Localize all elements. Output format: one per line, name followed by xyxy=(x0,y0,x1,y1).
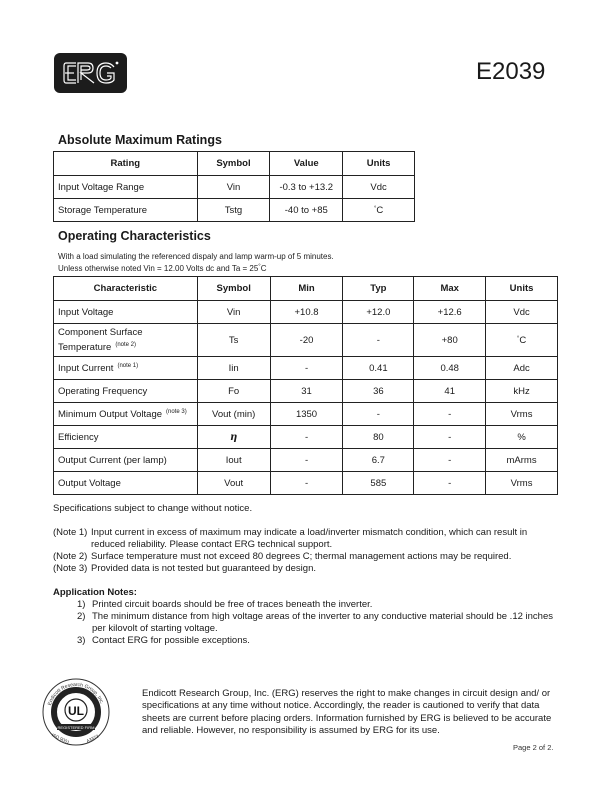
max-cell: 0.48 xyxy=(414,357,486,380)
note-ref: (note 1) xyxy=(117,362,139,369)
symbol-cell: Iout xyxy=(197,449,270,472)
characteristic-cell: Operating Frequency xyxy=(54,380,198,403)
characteristic-text: Input Current xyxy=(58,362,114,374)
min-cell: - xyxy=(270,426,343,449)
degree-symbol: ° xyxy=(258,264,261,270)
characteristic-line: Component Surface xyxy=(58,327,143,338)
application-note-item xyxy=(77,635,563,647)
abs-max-title: Absolute Maximum Ratings xyxy=(58,133,222,147)
symbol-cell: Vout (min) xyxy=(197,403,270,426)
column-header: Typ xyxy=(343,277,414,301)
rating-cell: Input Voltage Range xyxy=(54,176,198,199)
units-text: C xyxy=(376,204,384,216)
ul-iso-seal xyxy=(40,676,112,753)
item-number: 1) xyxy=(77,599,86,610)
table-row xyxy=(54,199,415,222)
characteristic-cell: Output Current (per lamp) xyxy=(54,449,198,472)
item-number: 3) xyxy=(77,635,86,646)
notes-list xyxy=(53,527,563,575)
table-row xyxy=(54,176,415,199)
min-cell: -20 xyxy=(270,324,343,357)
table-header-row xyxy=(54,277,558,301)
typ-cell: +12.0 xyxy=(343,301,414,324)
seal-center-text: UL xyxy=(68,704,84,718)
characteristic-text: Minimum Output Voltage xyxy=(58,408,163,420)
operating-title: Operating Characteristics xyxy=(58,229,211,243)
note-label: (Note 2) xyxy=(53,551,88,562)
conditions-unit: C xyxy=(260,264,267,273)
units-cell: kHz xyxy=(486,380,558,403)
units-cell: Vdc xyxy=(486,301,558,324)
application-notes xyxy=(53,587,563,647)
max-cell: - xyxy=(414,403,486,426)
symbol-cell: Ts xyxy=(197,324,270,357)
eta-symbol: η xyxy=(230,431,238,443)
symbol-cell xyxy=(197,426,270,449)
min-cell: - xyxy=(270,449,343,472)
typ-cell: 6.7 xyxy=(343,449,414,472)
typ-cell: 80 xyxy=(343,426,414,449)
max-cell: - xyxy=(414,426,486,449)
min-cell: - xyxy=(270,472,343,495)
application-notes-title: Application Notes: xyxy=(53,587,137,598)
model-number: E2039 xyxy=(476,58,546,85)
units-cell: Vrms xyxy=(486,403,558,426)
symbol-cell: Tstg xyxy=(197,199,270,222)
item-text: Printed circuit boards should be free of traces beneath the inverter. xyxy=(92,599,373,610)
characteristic-cell: Efficiency xyxy=(54,426,198,449)
note-text: Surface temperature must not exceed 80 degrees C; thermal management actions may be required. xyxy=(91,551,512,562)
typ-cell: 0.41 xyxy=(343,357,414,380)
table-row xyxy=(54,426,558,449)
column-header: Rating xyxy=(54,152,198,176)
rating-cell: Storage Temperature xyxy=(54,199,198,222)
table-row xyxy=(54,472,558,495)
characteristic-cell xyxy=(54,403,198,426)
table-row xyxy=(54,357,558,380)
column-header: Value xyxy=(270,152,343,176)
item-text: Contact ERG for possible exceptions. xyxy=(92,635,250,646)
table-row xyxy=(54,403,558,426)
typ-cell: - xyxy=(343,324,414,357)
max-cell: - xyxy=(414,472,486,495)
symbol-cell: Vin xyxy=(197,301,270,324)
seal-band-text: REGISTERED FIRM xyxy=(57,724,95,730)
max-cell: +12.6 xyxy=(414,301,486,324)
seal-ring-text: Endicott Research Group, Inc. xyxy=(46,681,105,707)
max-cell: - xyxy=(414,449,486,472)
units-cell: Vrms xyxy=(486,472,558,495)
column-header: Characteristic xyxy=(54,277,198,301)
note-item xyxy=(53,551,563,563)
test-conditions xyxy=(58,252,334,274)
max-cell: +80 xyxy=(414,324,486,357)
value-cell: -40 to +85 xyxy=(270,199,343,222)
units-cell: mArms xyxy=(486,449,558,472)
characteristic-line xyxy=(58,339,193,354)
erg-logo-mark-icon xyxy=(62,59,120,87)
units-cell: % xyxy=(486,426,558,449)
application-note-item xyxy=(77,611,563,635)
symbol-cell: Vin xyxy=(197,176,270,199)
degree-symbol: ° xyxy=(373,205,377,212)
symbol-cell: Vout xyxy=(197,472,270,495)
seal-iso-text: ISO 9001 xyxy=(50,732,71,745)
column-header: Units xyxy=(343,152,415,176)
ul-registered-seal-icon xyxy=(40,676,112,748)
table-header-row xyxy=(54,152,415,176)
column-header: Symbol xyxy=(197,152,270,176)
note-item xyxy=(53,563,563,575)
value-cell: -0.3 to +13.2 xyxy=(270,176,343,199)
spec-change-notice: Specifications subject to change without notice. xyxy=(53,503,253,514)
min-cell: 1350 xyxy=(270,403,343,426)
units-cell: Vdc xyxy=(343,176,415,199)
degree-symbol: ° xyxy=(516,335,520,342)
disclaimer: Endicott Research Group, Inc. (ERG) reserves the right to make changes in circuit design and/ or specifications at any time without notice. Accordingly, the reader is cautioned to verify that data sheets are current before placing orders. Information furnished by ERG is believed to be accurate and reliable. However, no responsibility is assumed by ERG for its use. xyxy=(142,688,552,736)
column-header: Units xyxy=(486,277,558,301)
characteristic-text: Temperature xyxy=(58,342,112,353)
table-row xyxy=(54,301,558,324)
abs-max-table xyxy=(53,151,415,222)
table-row xyxy=(54,449,558,472)
column-header: Symbol xyxy=(197,277,270,301)
min-cell: - xyxy=(270,357,343,380)
typ-cell: - xyxy=(343,403,414,426)
table-row xyxy=(54,324,558,357)
seal-cert-number: A3373 xyxy=(85,733,100,744)
max-cell: 41 xyxy=(414,380,486,403)
characteristic-cell: Input Voltage xyxy=(54,301,198,324)
units-cell: Adc xyxy=(486,357,558,380)
conditions-line: With a load simulating the referenced dispaly and lamp warm-up of 5 minutes. xyxy=(58,252,334,261)
note-ref: (note 2) xyxy=(115,342,137,348)
erg-logo xyxy=(54,53,127,93)
units-text: C xyxy=(519,334,527,346)
operating-table xyxy=(53,276,558,495)
conditions-line xyxy=(58,262,334,274)
typ-cell: 36 xyxy=(343,380,414,403)
typ-cell: 585 xyxy=(343,472,414,495)
units-cell xyxy=(343,199,415,222)
item-text: The minimum distance from high voltage areas of the inverter to any conductive material should be .12 inches per kilovolt of starting voltage. xyxy=(92,611,553,634)
symbol-cell: Fo xyxy=(197,380,270,403)
note-label: (Note 1) xyxy=(53,527,88,538)
item-number: 2) xyxy=(77,611,86,622)
conditions-text: Unless otherwise noted Vin = 12.00 Volts dc and Ta = 25 xyxy=(58,264,259,273)
table-row xyxy=(54,380,558,403)
note-ref: (note 3) xyxy=(166,408,187,415)
min-cell: +10.8 xyxy=(270,301,343,324)
application-note-item xyxy=(77,599,563,611)
column-header: Max xyxy=(414,277,486,301)
characteristic-cell xyxy=(54,324,198,357)
min-cell: 31 xyxy=(270,380,343,403)
units-cell xyxy=(486,324,558,357)
page-number: Page 2 of 2. xyxy=(513,743,554,752)
note-text: Input current in excess of maximum may indicate a load/inverter mismatch condition, which can result in reduced reliability. Please contact ERG technical support. xyxy=(91,527,528,550)
note-text: Provided data is not tested but guaranteed by design. xyxy=(91,563,316,574)
note-label: (Note 3) xyxy=(53,563,88,574)
characteristic-cell xyxy=(54,357,198,380)
column-header: Min xyxy=(270,277,343,301)
note-item xyxy=(53,527,563,551)
characteristic-cell: Output Voltage xyxy=(54,472,198,495)
symbol-cell: Iin xyxy=(197,357,270,380)
